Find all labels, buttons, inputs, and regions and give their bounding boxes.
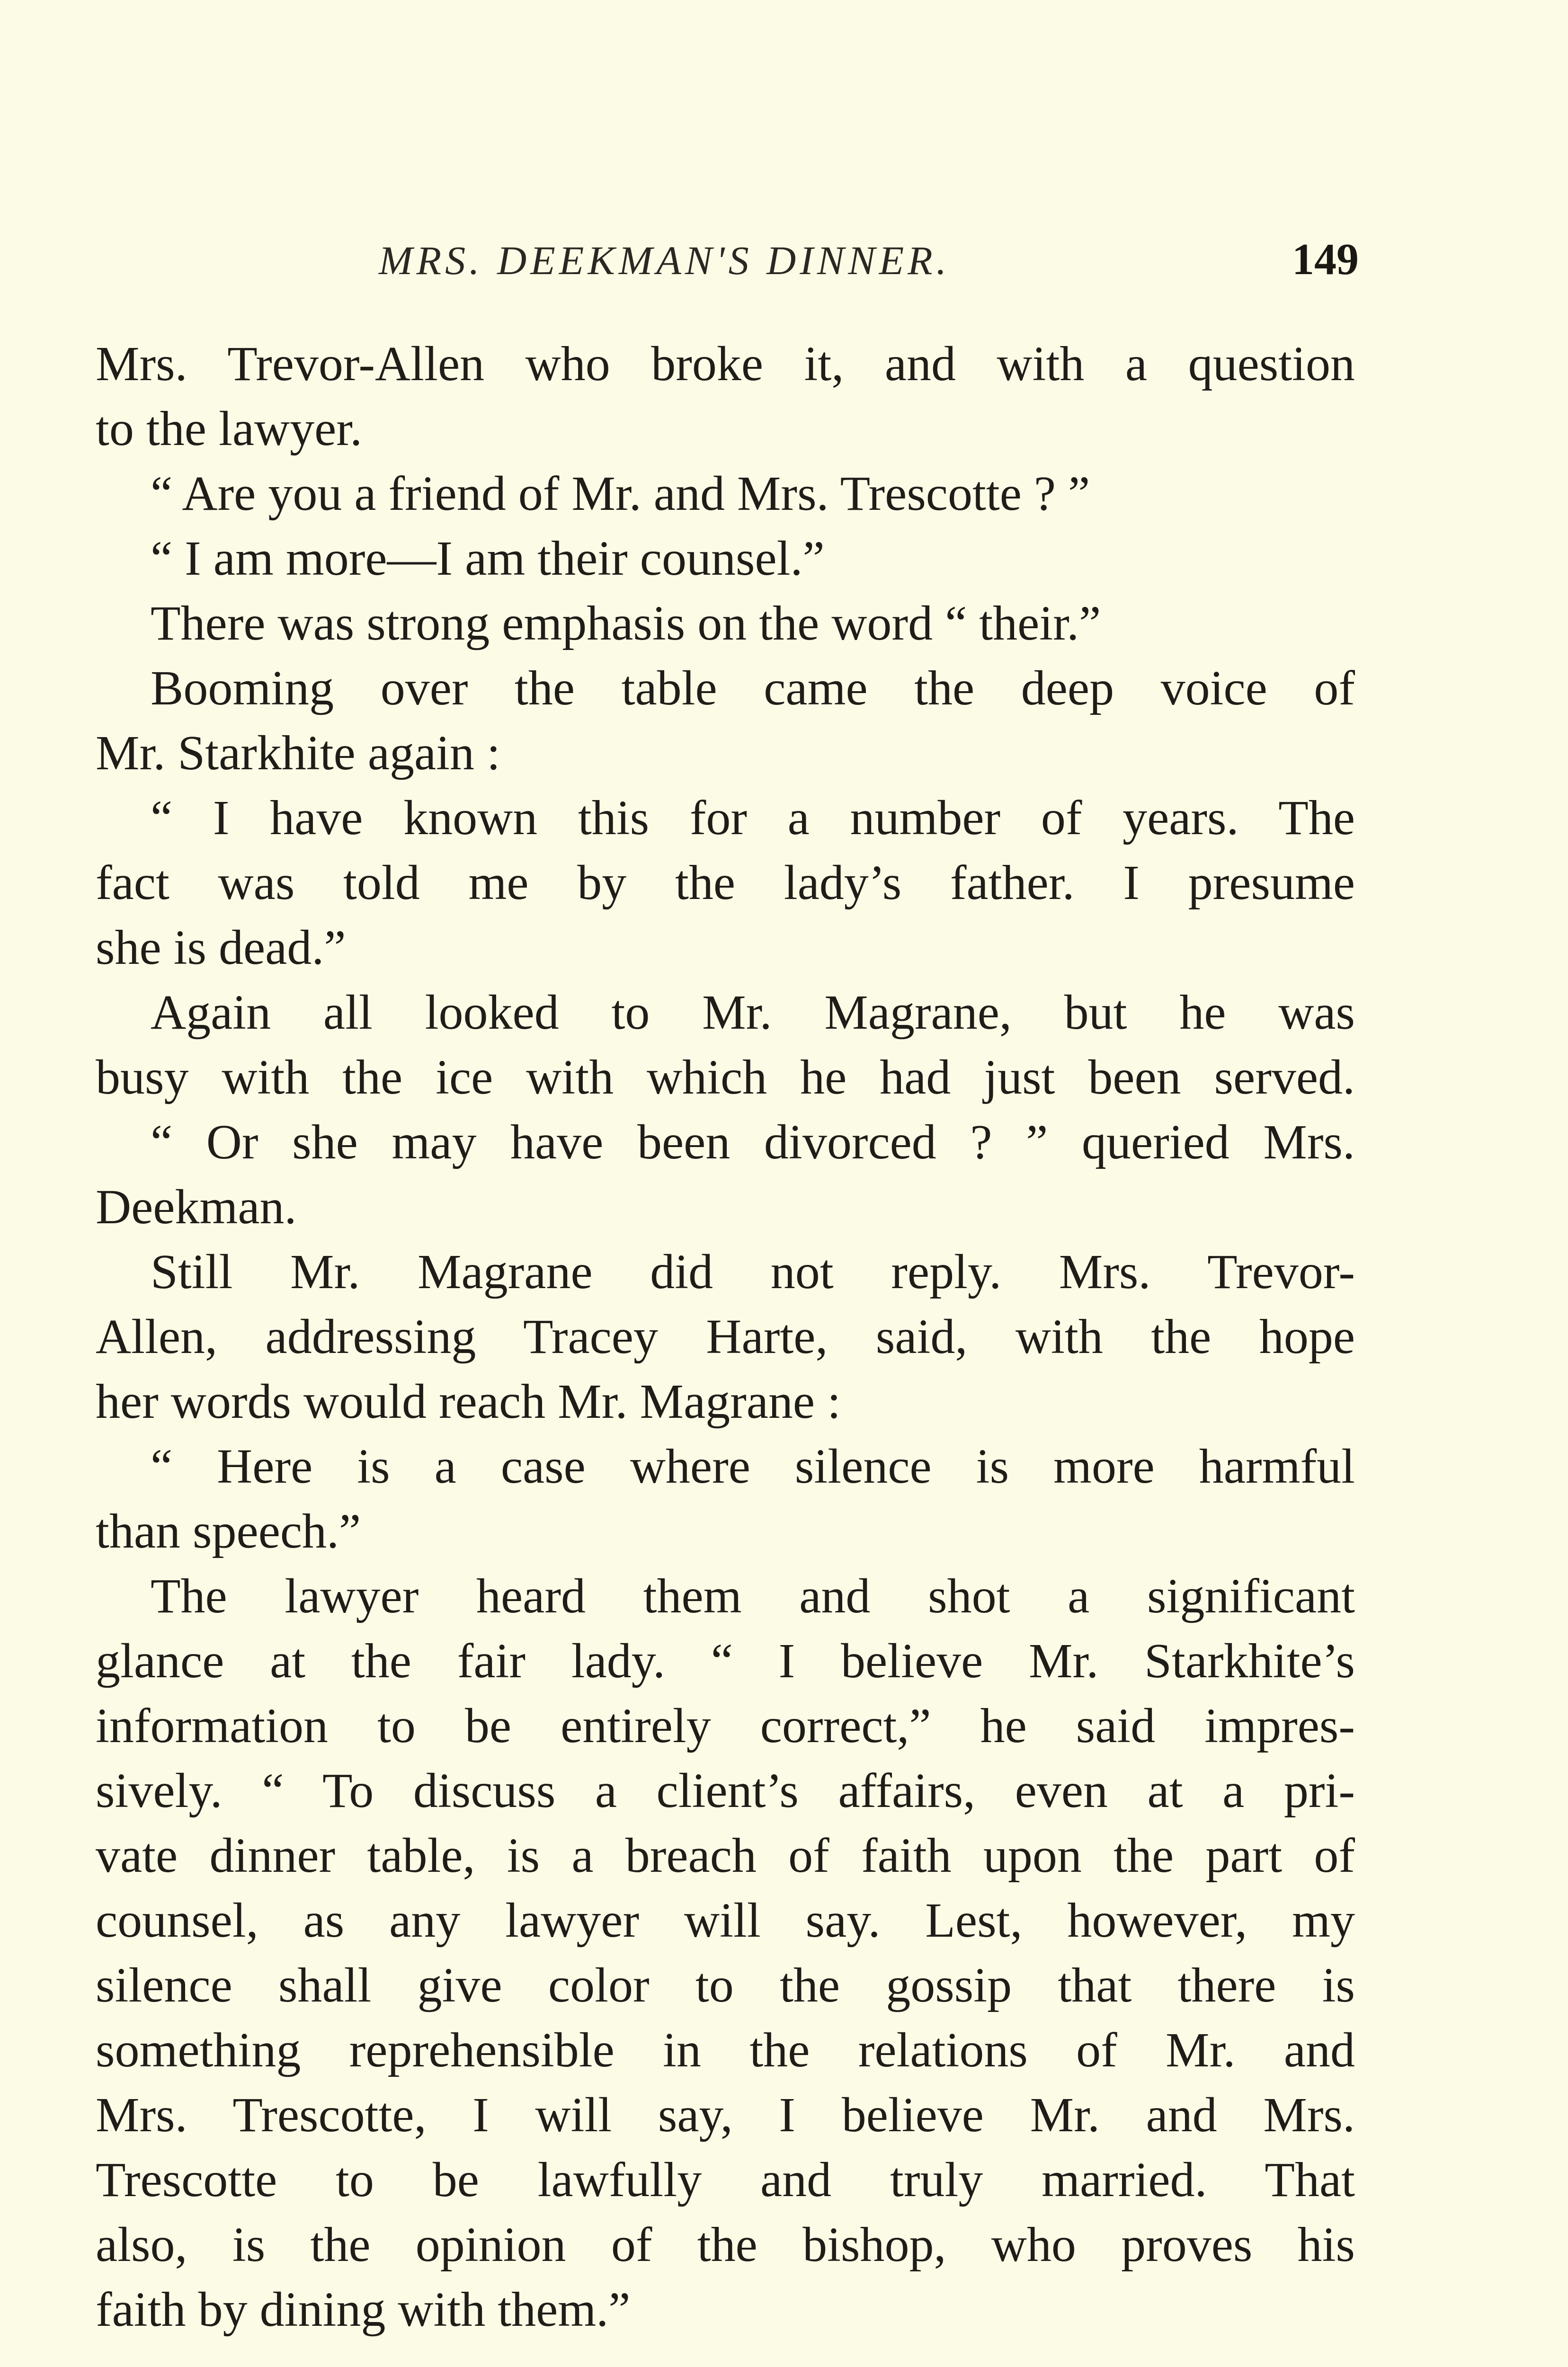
text-line: vate dinner table, is a breach of faith upon the part of <box>96 1828 1355 1883</box>
running-title: MRS. DEEKMAN'S DINNER. <box>379 238 951 283</box>
text-line: something reprehensible in the relations of Mr. and <box>96 2023 1355 2077</box>
text-line: Booming over the table came the deep voice of <box>151 661 1355 715</box>
text-line: “ I am more—I am their counsel.” <box>151 531 825 586</box>
text-line: than speech.” <box>96 1504 361 1558</box>
text-line: Deekman. <box>96 1180 297 1234</box>
text-line: sively. “ To discuss a client’s affairs, even at a pri- <box>96 1763 1355 1818</box>
text-line: Mr. Starkhite again : <box>96 726 500 780</box>
text-line: Again all looked to Mr. Magrane, but he was <box>151 985 1355 1040</box>
text-line: “ Are you a friend of Mr. and Mrs. Trescotte ? ” <box>151 466 1090 521</box>
text-line: she is dead.” <box>96 920 346 975</box>
text-line: Still Mr. Magrane did not reply. Mrs. Trevor- <box>151 1245 1355 1299</box>
running-head <box>95 237 1359 303</box>
text-line: Allen, addressing Tracey Harte, said, with the hope <box>96 1309 1355 1364</box>
page-number: 149 <box>1292 235 1359 284</box>
body-text <box>96 331 1355 2342</box>
text-line: to the lawyer. <box>96 401 363 456</box>
text-line: The lawyer heard them and shot a significant <box>151 1569 1355 1623</box>
text-line: faith by dining with them.” <box>96 2282 631 2337</box>
text-line: glance at the fair lady. “ I believe Mr. Starkhite’s <box>96 1634 1355 1688</box>
text-line: “ Or she may have been divorced ? ” queried Mrs. <box>151 1115 1355 1169</box>
text-line: Mrs. Trescotte, I will say, I believe Mr. and Mrs. <box>96 2088 1355 2142</box>
text-line: silence shall give color to the gossip that there is <box>96 1958 1355 2012</box>
text-line: “ Here is a case where silence is more harmful <box>151 1439 1355 1494</box>
text-line: her words would reach Mr. Magrane : <box>96 1374 841 1429</box>
text-line: fact was told me by the lady’s father. I presume <box>96 855 1355 910</box>
text-line: Mrs. Trevor-Allen who broke it, and with a question <box>96 337 1355 391</box>
text-line: “ I have known this for a number of years. The <box>151 791 1355 845</box>
text-line: counsel, as any lawyer will say. Lest, however, my <box>96 1893 1355 1948</box>
text-line: also, is the opinion of the bishop, who proves his <box>96 2217 1355 2272</box>
text-line: information to be entirely correct,” he said impres- <box>96 1699 1355 1753</box>
text-line: Trescotte to be lawfully and truly married. That <box>96 2153 1355 2207</box>
text-line: There was strong emphasis on the word “ their.” <box>151 596 1101 650</box>
text-line: busy with the ice with which he had just been served. <box>96 1050 1355 1104</box>
